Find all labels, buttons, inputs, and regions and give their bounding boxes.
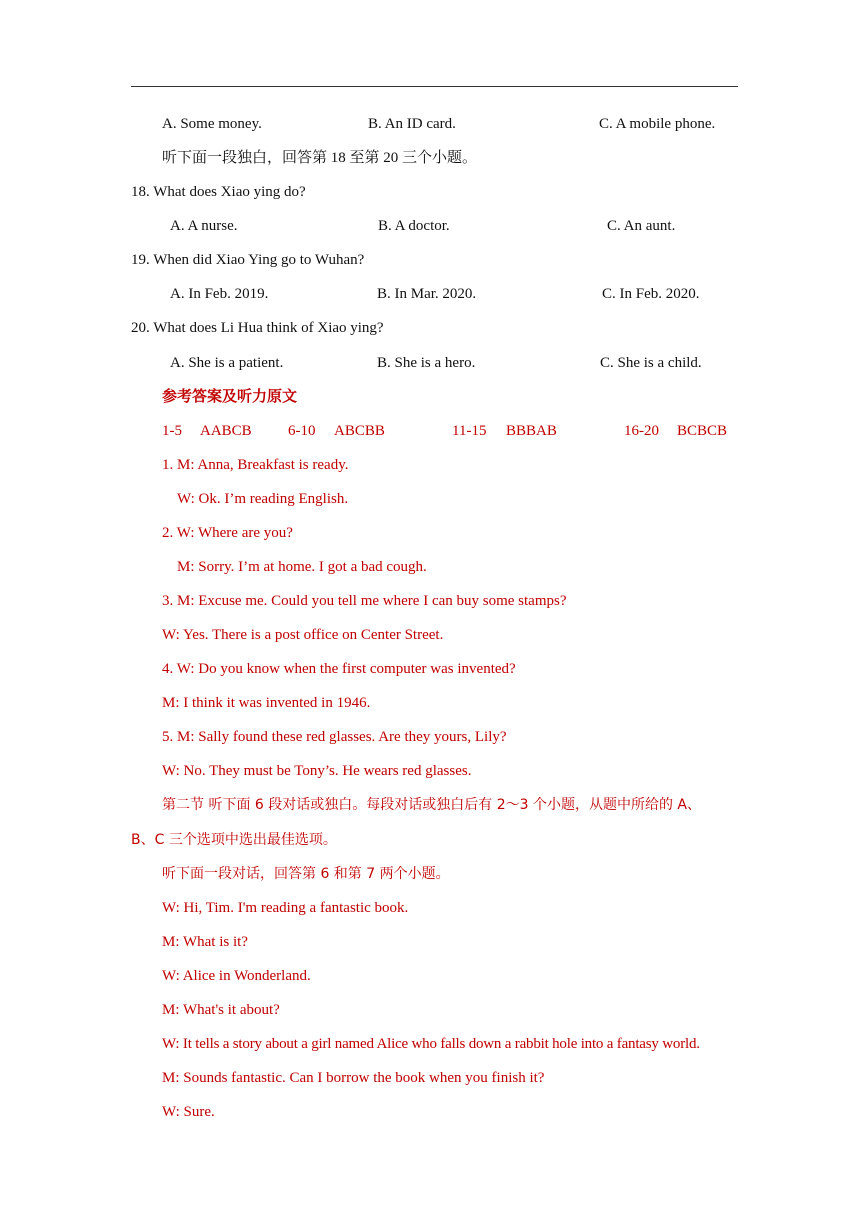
dialogue-line: W: Alice in Wonderland. (162, 968, 311, 984)
q19-option-c: C. In Feb. 2020. (602, 286, 700, 302)
q19-option-b: B. In Mar. 2020. (377, 286, 477, 302)
dialogue-line: W: Sure. (162, 1104, 215, 1120)
transcript-line: M: I think it was invented in 1946. (162, 695, 371, 711)
q18-option-b: B. A doctor. (378, 218, 450, 234)
section-2-intro-line-2: B、C 三个选项中选出最佳选项。 (131, 832, 337, 848)
q20-option-b: B. She is a hero. (377, 355, 476, 371)
answer-key-range-3: 11-15 (452, 423, 487, 439)
q20-option-c: C. She is a child. (600, 355, 702, 371)
answer-key-range-2: 6-10 (288, 423, 316, 439)
instruction-6-7: 听下面一段对话，回答第 6 和第 7 两个小题。 (162, 866, 450, 882)
question-18: 18. What does Xiao ying do? (131, 184, 306, 200)
q18-option-a: A. A nurse. (170, 218, 238, 234)
question-19: 19. When did Xiao Ying go to Wuhan? (131, 252, 365, 268)
instruction-18-20: 听下面一段独白，回答第 18 至第 20 三个小题。 (162, 150, 478, 166)
header-rule (131, 86, 738, 87)
answer-key-answers-1: AABCB (200, 423, 252, 439)
q19-option-a: A. In Feb. 2019. (170, 286, 269, 302)
answer-key-answers-4: BCBCB (677, 423, 728, 439)
answer-key-answers-3: BBBAB (506, 423, 557, 439)
answers-heading: 参考答案及听力原文 (162, 387, 298, 405)
dialogue-line: M: What is it? (162, 934, 248, 950)
dialogue-line: M: What's it about? (162, 1002, 280, 1018)
answer-key-range-4: 16-20 (624, 423, 659, 439)
q17-option-c: C. A mobile phone. (599, 116, 716, 132)
transcript-line: 1. M: Anna, Breakfast is ready. (162, 457, 349, 473)
transcript-line: M: Sorry. I’m at home. I got a bad cough. (177, 559, 427, 575)
transcript-line: 3. M: Excuse me. Could you tell me where I can buy some stamps? (162, 593, 567, 609)
dialogue-line: W: Hi, Tim. I'm reading a fantastic book. (162, 900, 409, 916)
answer-key-answers-2: ABCBB (334, 423, 385, 439)
question-20: 20. What does Li Hua think of Xiao ying? (131, 320, 384, 336)
dialogue-line: W: It tells a story about a girl named Alice who falls down a rabbit hole into a fantasy world. (162, 1036, 700, 1052)
q18-option-c: C. An aunt. (607, 218, 676, 234)
transcript-line: W: No. They must be Tony’s. He wears red glasses. (162, 763, 472, 779)
q17-option-a: A. Some money. (162, 116, 262, 132)
transcript-line: W: Ok. I’m reading English. (177, 491, 349, 507)
q20-option-a: A. She is a patient. (170, 355, 284, 371)
transcript-line: W: Yes. There is a post office on Center Street. (162, 627, 444, 643)
q17-option-b: B. An ID card. (368, 116, 456, 132)
answer-key-range-1: 1-5 (162, 423, 182, 439)
transcript-line: 2. W: Where are you? (162, 525, 293, 541)
transcript-line: 5. M: Sally found these red glasses. Are they yours, Lily? (162, 729, 507, 745)
transcript-line: 4. W: Do you know when the first computer was invented? (162, 661, 516, 677)
dialogue-line: M: Sounds fantastic. Can I borrow the book when you finish it? (162, 1070, 545, 1086)
section-2-intro-line-1: 第二节 听下面 6 段对话或独白。每段对话或独白后有 2～3 个小题，从题中所给的 A、 (162, 797, 701, 813)
